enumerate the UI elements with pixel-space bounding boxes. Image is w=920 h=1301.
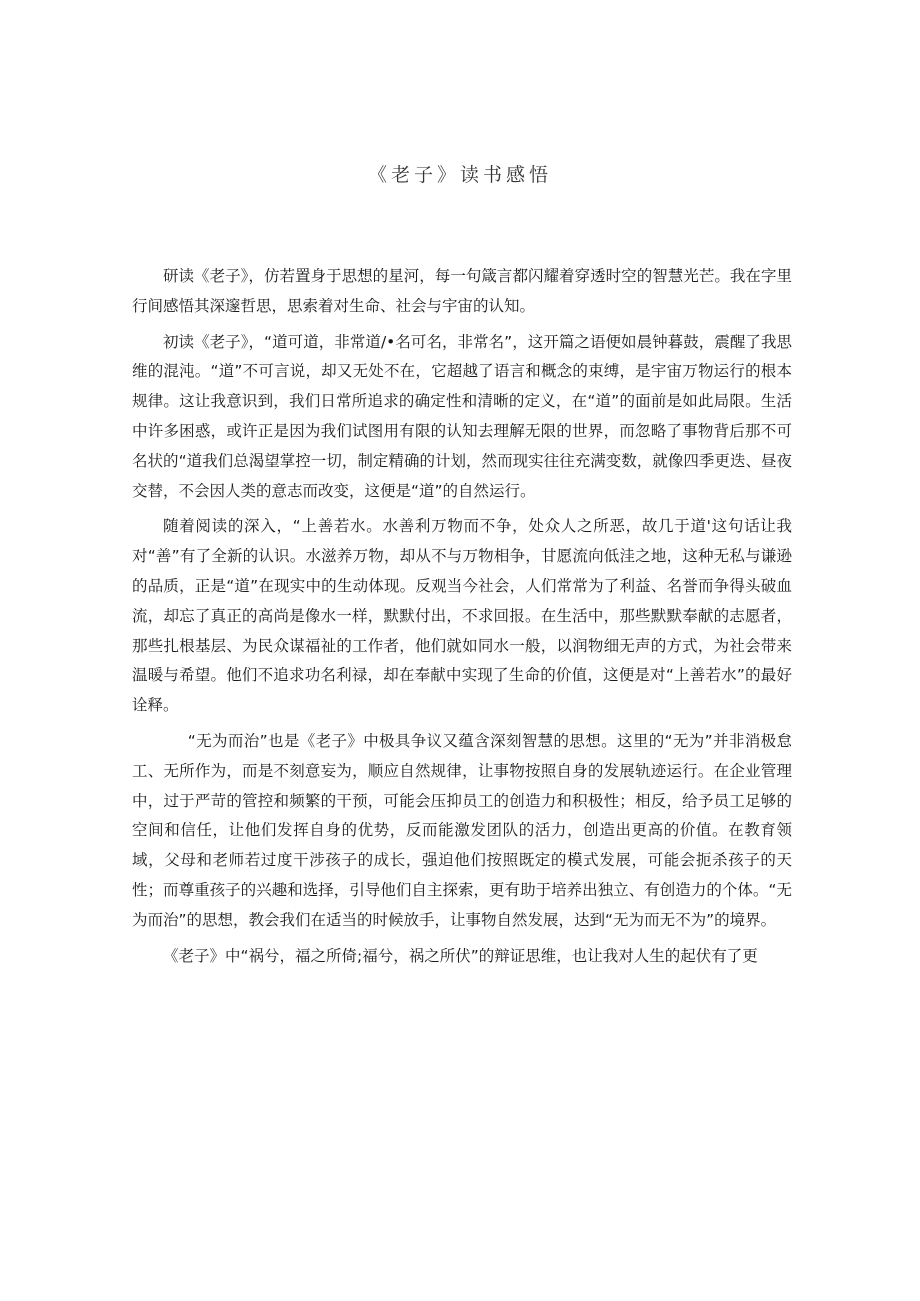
document-title: 《老子》读书感悟 bbox=[367, 164, 552, 186]
paragraph-intro: 研读《老子》，仿若置身于思想的星河，每一句箴言都闪耀着穿透时空的智慧光芒。我在字里行间感悟其深邃哲思，思索着对生命、社会与宇宙的认知。 bbox=[132, 267, 792, 315]
paragraph-fortune: 《老子》中“祸兮，福之所倚;福兮，祸之所伏”的辩证思维，也让我对人生的起伏有了更 bbox=[163, 946, 758, 965]
document-body bbox=[132, 262, 792, 977]
paragraph-dao: 初读《老子》，“道可道，非常道/•名可名，非常名”，这开篇之语便如晨钟暮鼓，震醒了我思维的混沌。“道”不可言说，却又无处不在，它超越了语言和概念的束缚，是宇宙万物运行的根本规律。这让我意识到，我们日常所追求的确定性和清晰的定义，在“道”的面前是如此局限。生活中许多困惑，或许正是因为我们试图用有限的认知去理解无限的世界，而忽略了事物背后那不可名状的“道我们总渴望掌控一切，制定精确的计划，然而现实往往充满变数，就像四季更迭、昼夜交替，不会因人类的意志而改变，这便是“道”的自然运行。 bbox=[132, 332, 792, 500]
paragraph-wuwei: “无为而治”也是《老子》中极具争议又蕴含深刻智慧的思想。这里的“无为”并非消极怠工、无所作为，而是不刻意妄为，顺应自然规律，让事物按照自身的发展轨迹运行。在企业管理中，过于严苛的管控和频繁的干预，可能会压抑员工的创造力和积极性；相反，给予员工足够的空间和信任，让他们发挥自身的优势，反而能激发团队的活力，创造出更高的价值。在教育领域，父母和老师若过度干涉孩子的成长，强迫他们按照既定的模式发展，可能会扼杀孩子的天性；而尊重孩子的兴趣和选择，引导他们自主探索，更有助于培养出独立、有创造力的个体。“无为而治”的思想，教会我们在适当的时候放手，让事物自然发展，达到“无为而无不为”的境界。 bbox=[132, 731, 792, 929]
paragraph-water: 随着阅读的深入，“上善若水。水善利万物而不争，处众人之所恶，故几于道'这句话让我对“善”有了全新的认识。水滋养万物，却从不与万物相争，甘愿流向低洼之地，这种无私与谦逊的品质，正是“道”在现实中的生动体现。反观当今社会，人们常常为了利益、名誉而争得头破血流，却忘了真正的高尚是像水一样，默默付出，不求回报。在生活中，那些默默奉献的志愿者，那些扎根基层、为民众谋福祉的工作者，他们就如同水一般，以润物细无声的方式，为社会带来温暖与希望。他们不追求功名利禄，却在奉献中实现了生命的价值，这便是对“上善若水”的最好诠释。 bbox=[132, 517, 792, 715]
